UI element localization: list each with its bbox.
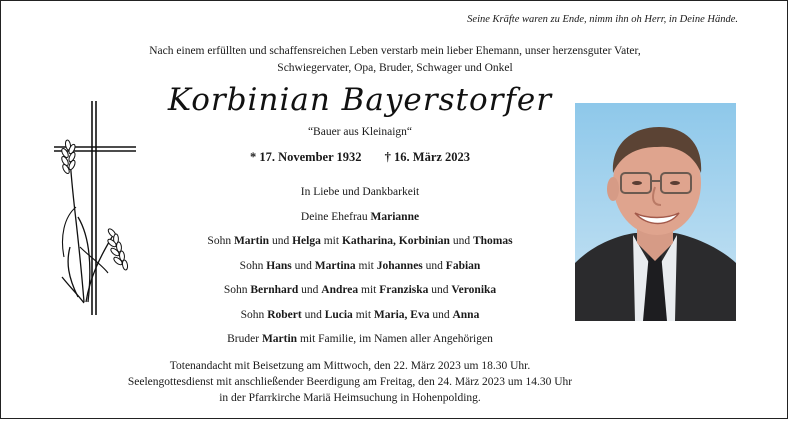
mourner-name: Franziska — [379, 284, 429, 296]
mourner-text: mit — [320, 235, 342, 247]
mourner-text: Sohn — [223, 284, 251, 296]
mourner-text: mit Familie, im Namen aller Angehörigen — [297, 333, 493, 345]
mourner-text: In Liebe und Dankbarkeit — [300, 186, 420, 198]
service-line: Totenandacht mit Beisetzung am Mittwoch, den 22. März 2023 um 18.30 Uhr. — [169, 360, 531, 372]
mourner-name: Veronika — [451, 284, 497, 296]
mourner-line — [140, 303, 580, 328]
mourner-name: Robert — [267, 308, 302, 321]
service-info — [0, 358, 700, 406]
mourner-text: mit — [358, 284, 380, 296]
mourner-line — [140, 205, 580, 230]
mourner-name: Marianne — [370, 210, 420, 223]
mourner-name: Lucia — [324, 308, 353, 321]
mourner-text: und — [298, 284, 322, 296]
mourner-line — [140, 229, 580, 254]
service-line: in der Pfarrkirche Mariä Heimsuchung in Hohenpolding. — [219, 392, 481, 404]
birth-date: * 17. November 1932 — [249, 150, 362, 164]
deceased-name: Korbinian Bayerstorfer — [167, 82, 553, 118]
death-date: † 16. März 2023 — [384, 150, 471, 164]
mourner-name: Martin — [233, 235, 270, 247]
mourner-text: mit — [355, 259, 377, 272]
mourner-name: Fabian — [445, 259, 481, 272]
motto: Seine Kräfte waren zu Ende, nimm ihn oh Herr, in Deine Hände. — [467, 14, 738, 25]
mourner-name: Maria, Eva — [373, 308, 430, 321]
mourner-text: und — [269, 235, 293, 247]
mourner-name: Andrea — [321, 284, 359, 296]
mourner-line — [140, 180, 580, 205]
deceased-nickname: “Bauer aus Kleinaign“ — [307, 126, 413, 138]
mourner-name: Thomas — [472, 235, 513, 247]
cross-with-wheat-icon — [50, 97, 140, 317]
mourner-name: Martin — [261, 333, 298, 345]
mourner-text: Sohn — [207, 235, 234, 247]
mourner-text: Sohn — [240, 308, 268, 321]
mourners-list — [140, 180, 580, 352]
mourner-text: Bruder — [227, 333, 262, 345]
mourner-text: Sohn — [239, 259, 267, 272]
life-dates — [180, 150, 540, 165]
mourner-name: Martina — [314, 259, 356, 272]
mourner-text: Deine Ehefrau — [300, 210, 371, 223]
intro-line: Schwiegervater, Opa, Bruder, Schwager und Onkel — [277, 62, 513, 74]
mourner-text: und — [422, 259, 446, 272]
mourner-text: und — [449, 235, 473, 247]
mourner-text: und — [429, 308, 453, 321]
intro-text — [0, 43, 790, 77]
mourner-name: Helga — [292, 235, 321, 247]
mourner-name: Katharina, Korbinian — [341, 235, 450, 247]
intro-line: Nach einem erfüllten und schaffensreichen Leben verstarb mein lieber Ehemann, unser herzensguter Vater, — [149, 45, 641, 57]
service-line: Seelengottesdienst mit anschließender Beerdigung am Freitag, den 24. März 2023 um 14.30 Uhr — [127, 376, 573, 388]
mourner-text: und — [428, 284, 452, 296]
mourner-text: und — [301, 308, 325, 321]
mourner-name: Johannes — [376, 259, 423, 272]
portrait-photo — [575, 103, 736, 321]
mourner-line — [140, 278, 580, 303]
mourner-line — [140, 254, 580, 279]
mourner-line — [140, 327, 580, 352]
mourner-text: und — [291, 259, 315, 272]
mourner-name: Bernhard — [250, 284, 299, 296]
mourner-text: mit — [352, 308, 374, 321]
mourner-name: Anna — [452, 308, 480, 321]
mourner-name: Hans — [266, 259, 292, 272]
